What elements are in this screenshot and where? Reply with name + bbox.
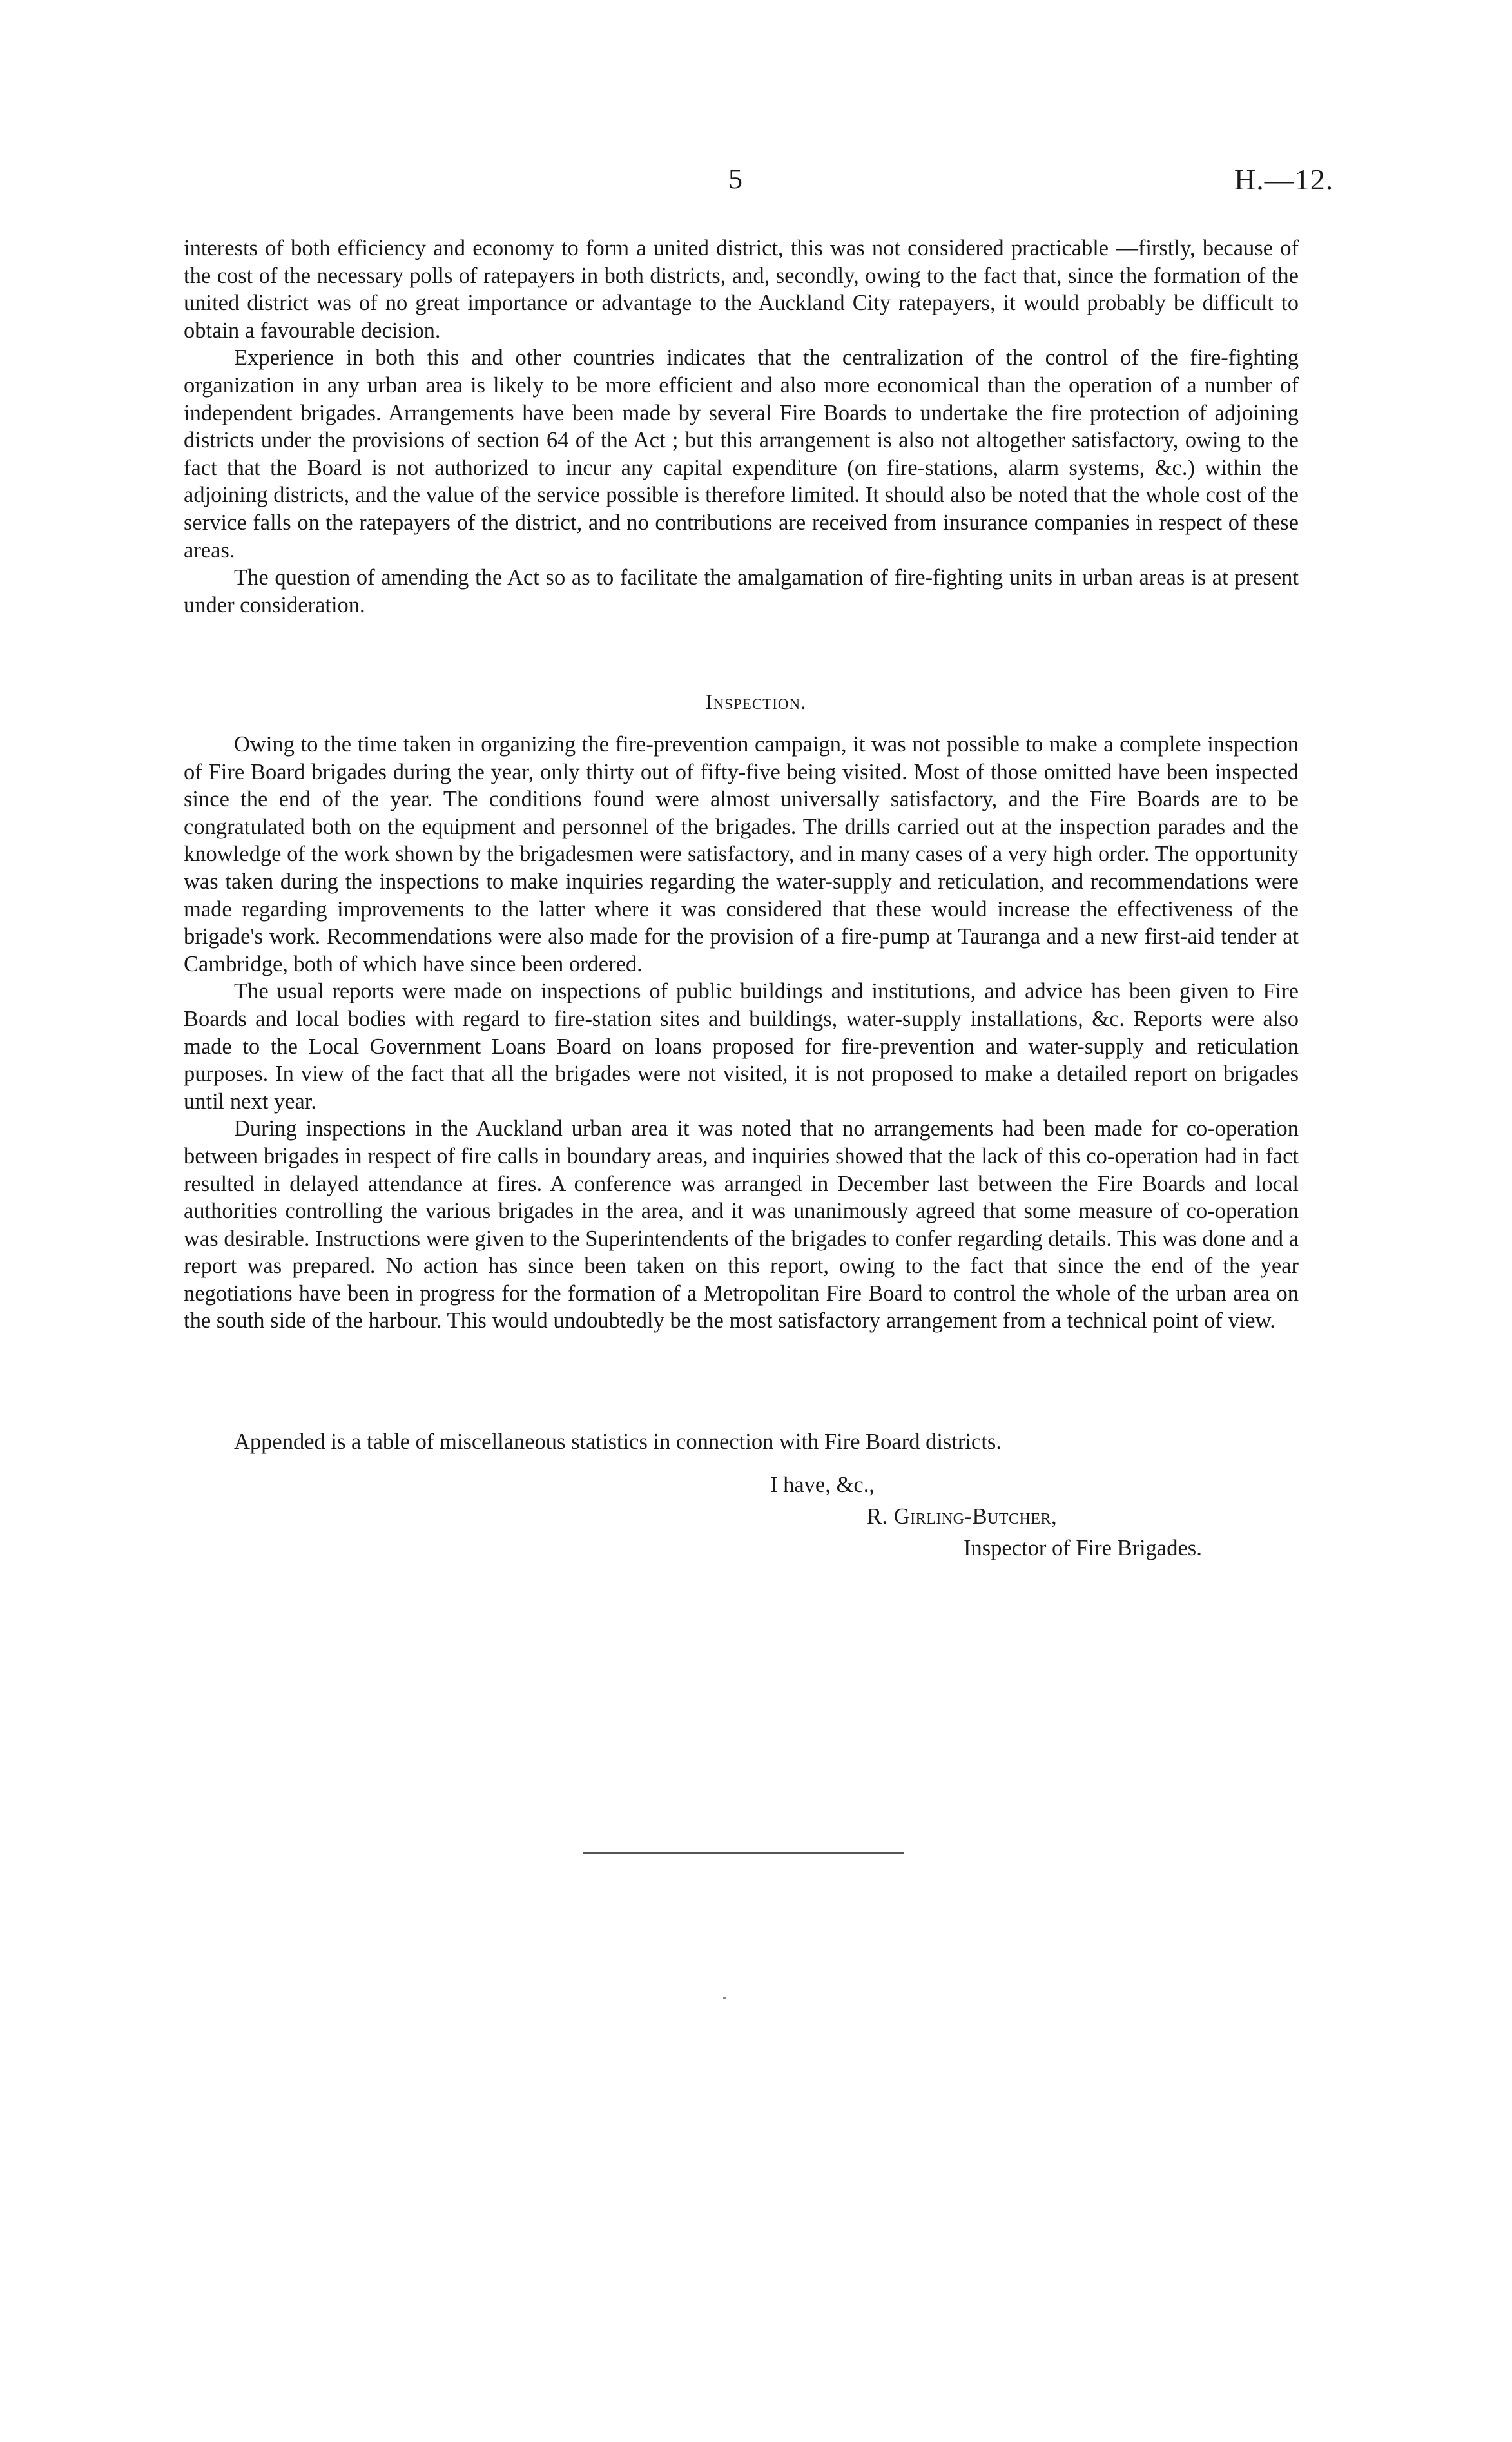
signatory-title: Inspector of Fire Brigades. bbox=[964, 1536, 1202, 1560]
closing-statement: Appended is a table of miscellaneous statistics in connection with Fire Board districts. bbox=[234, 1429, 1002, 1454]
paragraph: Owing to the time taken in organizing the fire-prevention campaign, it was not possible to make a complete inspection of Fire Board brigades during the year, only thirty out of fifty-five being visited. Most of those omitted have been inspected since the end of the year. The conditions found were almost universally satisfactory, and the Fire Boards are to be congratulated both on the equipment and personnel of the brigades. The drills carried out at the inspection parades and the knowledge of the work shown by the brigadesmen were satisfactory, and in many cases of a very high order. The opportunity was taken during the inspections to make inquiries regarding the water-supply and reticulation, and recommendations were made regarding improvements to the latter where it was considered that these would increase the effectiveness of the brigade's work. Recommendations were also made for the provision of a fire-pump at Tauranga and a new first-aid tender at Cambridge, both of which have since been ordered. bbox=[184, 732, 1299, 976]
page-number: 5 bbox=[728, 163, 742, 195]
intro-text-block bbox=[184, 235, 1299, 619]
inspection-text-block bbox=[184, 731, 1299, 1335]
print-speck bbox=[723, 1997, 726, 1999]
paragraph: The question of amending the Act so as to facilitate the amalgamation of fire-fighting units in urban areas is at present under consideration. bbox=[184, 565, 1299, 617]
paragraph: Experience in both this and other countries indicates that the centralization of the control of the fire-fighting organization in any urban area is likely to be more efficient and also more economical than the operation of a number of independent brigades. Arrangements have been made by several Fire Boards to undertake the fire protection of adjoining districts under the provisions of section 64 of the Act ; but this arrangement is also not altogether satisfactory, owing to the fact that the Board is not authorized to incur any capital expenditure (on fire-stations, alarm systems, &c.) within the adjoining districts, and the value of the service possible is therefore limited. It should also be noted that the whole cost of the service falls on the ratepayers of the district, and no contributions are received from insurance companies in respect of these areas. bbox=[184, 345, 1299, 563]
paragraph: During inspections in the Auckland urban area it was noted that no arrangements had been made for co-operation between brigades in respect of fire calls in boundary areas, and inquiries showed that the lack of this co-operation had in fact resulted in delayed attendance at fires. A conference was arranged in December last between the Fire Boards and local authorities controlling the various brigades in the area, and it was unanimously agreed that some measure of co-operation was desirable. Instructions were given to the Superintendents of the brigades to confer regarding details. This was done and a report was prepared. No action has since been taken on this report, owing to the fact that since the end of the year negotiations have been in progress for the formation of a Metropolitan Fire Board to control the whole of the urban area on the south side of the harbour. This would undoubtedly be the most satisfactory arrangement from a technical point of view. bbox=[184, 1116, 1299, 1333]
paragraph: The usual reports were made on inspections of public buildings and institutions, and advice has been given to Fire Boards and local bodies with regard to fire-station sites and buildings, water-supply installations, &c. Reports were also made to the Local Government Loans Board on loans proposed for fire-prevention and water-supply and reticulation purposes. In view of the fact that all the brigades were not visited, it is not proposed to make a detailed report on brigades until next year. bbox=[184, 979, 1299, 1114]
salutation: I have, &c., bbox=[770, 1473, 875, 1497]
document-reference: H.—12. bbox=[1234, 163, 1334, 196]
horizontal-rule bbox=[583, 1852, 904, 1854]
signatory-name: R. Girling-Butcher, bbox=[867, 1504, 1058, 1529]
paragraph: interests of both efficiency and economy to form a united district, this was not considered practicable —firstly, because of the cost of the necessary polls of ratepayers in both districts, and, secondly, owing to the fact that, since the formation of the united district was of no great importance or advantage to the Auckland City ratepayers, it would probably be difficult to obtain a favourable decision. bbox=[184, 236, 1299, 343]
section-heading: Inspection. bbox=[705, 691, 807, 714]
